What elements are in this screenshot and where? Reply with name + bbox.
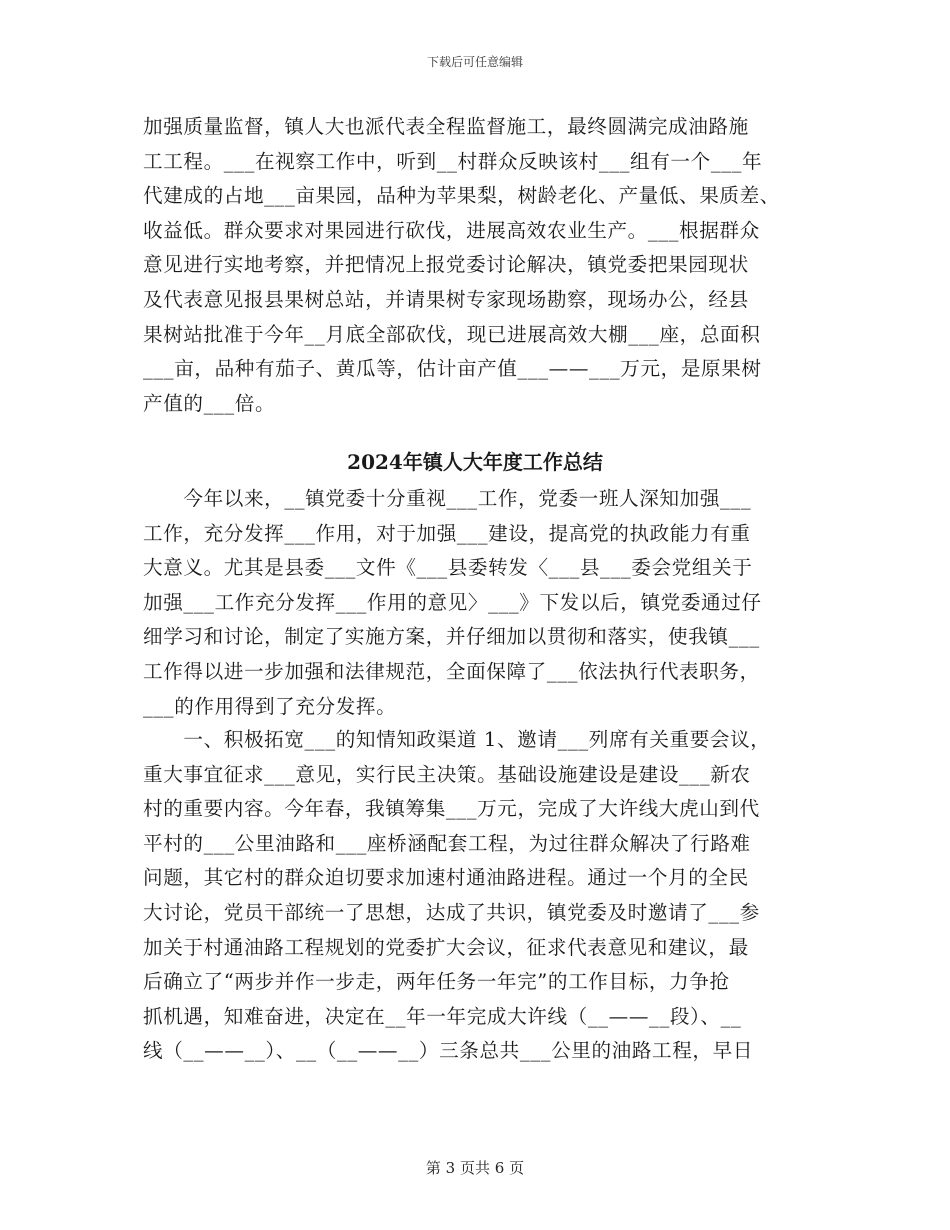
text-line: 加强质量监督，镇人大也派代表全程监督施工，最终圆满完成油路施 [143,115,749,138]
text-line: 意见进行实地考察，并把情况上报党委讨论解决，镇党委把果园现状 [143,253,749,277]
text-line: 线（__——__）、__（__——__）三条总共___公里的油路工程，早日 [143,1039,754,1063]
paragraph-2 [143,482,819,724]
text-line: 工工程。___在视察工作中，听到__村群众反映该村___组有一个___年 [143,149,763,173]
text-line: 抓机遇，知难奋进，决定在__年一年完成大许线（__——__段）、__ [143,1004,742,1028]
text-line: 收益低。群众要求对果园进行砍伐，进展高效农业生产。___根据群众 [143,218,760,242]
text-line: 后确立了“两步并作一步走，两年任务一年完”的工作目标，力争抢 [143,970,730,994]
paragraph-3 [143,723,819,1069]
text-line: 村的重要内容。今年春，我镇筹集___万元，完成了大许线大虎山到代 [143,797,760,821]
text-line: 平村的___公里油路和___座桥涵配套工程，为过往群众解决了行路难 [143,831,751,855]
text-line: 重大事宜征求___意见，实行民主决策。基础设施建设是建设___新农 [143,762,751,786]
text-line: 工作，充分发挥___作用，对于加强___建设，提高党的执政能力有重 [143,521,751,545]
text-line: ___亩，品种有茄子、黄瓜等，估计亩产值___——___万元，是原果树 [143,357,762,381]
document-title: 2024年镇人大年度工作总结 [347,450,603,474]
text-line: 大讨论，党员干部统一了思想，达成了共识，镇党委及时邀请了___参 [143,900,760,924]
text-line: 产值的___倍。 [143,391,276,415]
page-header-note: 下载后可任意编辑 [426,55,523,69]
text-line: 果树站批准于今年__月底全部砍伐，现已进展高效大棚___座，总面积 [143,322,761,346]
paragraph-1 [143,110,819,421]
text-line: 工作得以进一步加强和法律规范，全面保障了___依法执行代表职务， [143,659,760,683]
text-line: 今年以来，__镇党委十分重视___工作，党委一班人深知加强___ [143,487,752,510]
text-line: 一、积极拓宽___的知情知政渠道 1、邀请___列席有关重要会议， [143,728,771,751]
text-line: 问题，其它村的群众迫切要求加速村通油路进程。通过一个月的全民 [143,866,749,890]
text-line: 及代表意见报县果树总站，并请果树专家现场勘察，现场办公，经县 [143,287,749,311]
text-line: ___的作用得到了充分发挥。 [143,694,397,718]
page-number: 第 3 页共 6 页 [425,1159,525,1177]
text-line: 代建成的占地___亩果园，品种为苹果梨，树龄老化、产量低、果质差、 [143,184,781,208]
text-line: 加强___工作充分发挥___作用的意见〉___》下发以后，镇党委通过仔 [143,590,762,614]
text-line: 大意义。尤其是县委___文件《___县委转发〈___县___委会党组关于 [143,556,753,580]
text-line: 加关于村通油路工程规划的党委扩大会议，征求代表意见和建议，最 [143,935,749,959]
text-line: 细学习和讨论，制定了实施方案，并仔细加以贯彻和落实，使我镇___ [143,625,760,649]
